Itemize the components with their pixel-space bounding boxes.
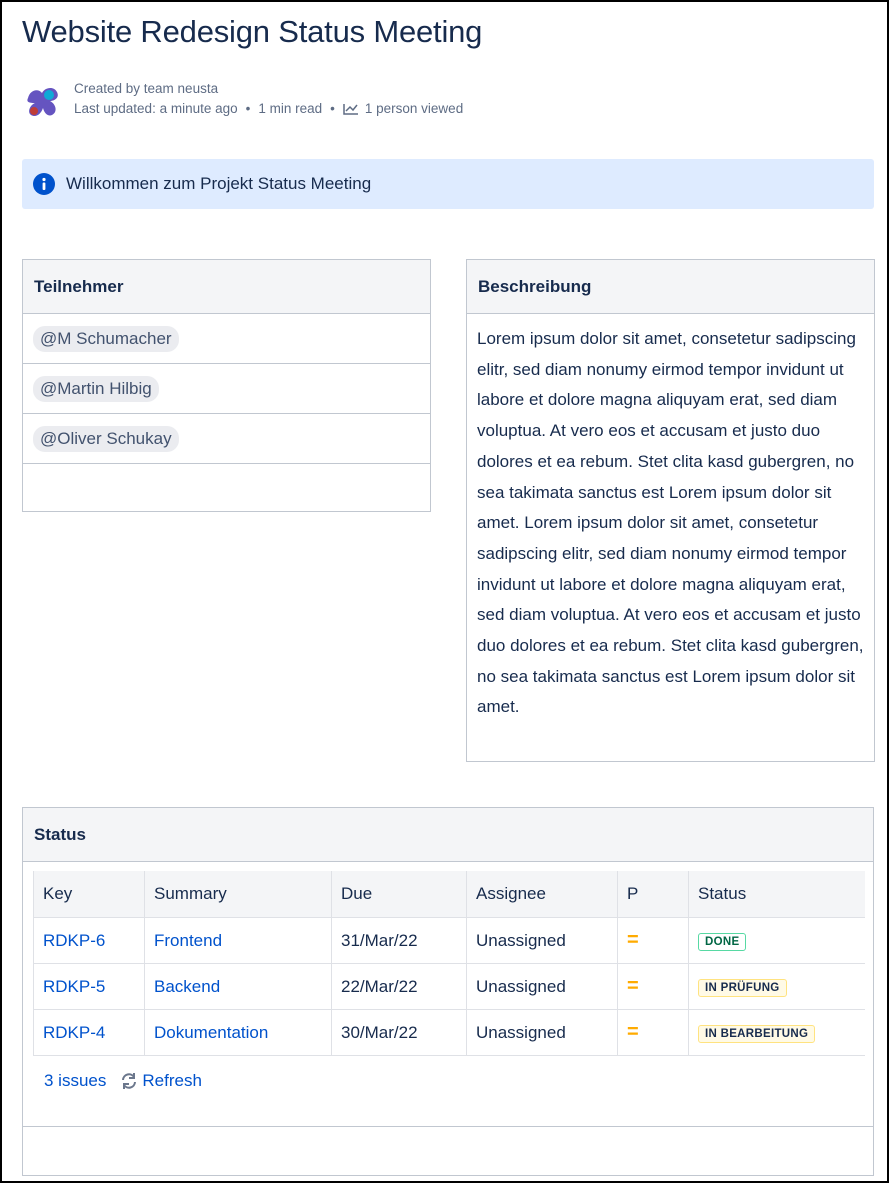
info-icon [33, 173, 55, 195]
table-row [23, 414, 430, 464]
column-header-due[interactable]: Due [332, 871, 467, 918]
column-header-assignee[interactable]: Assignee [467, 871, 618, 918]
info-text: Willkommen zum Projekt Status Meeting [66, 174, 372, 193]
issue-assignee: Unassigned [467, 1010, 618, 1056]
issue-due: 31/Mar/22 [332, 918, 467, 964]
user-mention[interactable]: @Oliver Schukay [33, 426, 179, 452]
priority-medium-icon: = [627, 975, 639, 997]
views-count[interactable]: 1 person viewed [364, 101, 464, 116]
description-header: Beschreibung [467, 260, 874, 314]
refresh-label: Refresh [142, 1071, 202, 1090]
read-time: 1 min read [258, 101, 323, 116]
table-footer [44, 1071, 202, 1091]
participants-table [22, 259, 431, 512]
participants-header: Teilnehmer [23, 260, 430, 314]
separator-dot: • [330, 101, 335, 116]
status-header: Status [23, 808, 873, 862]
issue-summary-link[interactable]: Backend [154, 976, 221, 996]
column-header-key[interactable]: Key [34, 871, 145, 918]
issue-key-link[interactable]: RDKP-5 [43, 976, 106, 996]
jira-issues-table [33, 871, 865, 1056]
info-panel [22, 159, 874, 209]
issue-assignee: Unassigned [467, 964, 618, 1010]
table-row [23, 364, 430, 414]
issue-count-link[interactable]: 3 issues [44, 1071, 107, 1090]
issue-key-link[interactable]: RDKP-6 [43, 930, 106, 950]
column-header-summary[interactable]: Summary [145, 871, 332, 918]
issue-assignee: Unassigned [467, 918, 618, 964]
column-header-status[interactable]: Status [689, 871, 866, 918]
last-updated[interactable]: Last updated: a minute ago [74, 101, 238, 116]
status-badge: IN PRÜFUNG [698, 979, 787, 997]
page-title: Website Redesign Status Meeting [22, 14, 483, 49]
description-text: Lorem ipsum dolor sit amet, consetetur sadipscing elitr, sed diam nonumy eirmod tempor invidunt ut labore et dolore magna aliquyam erat, sed diam voluptua. At vero eos et accusam et justo duo dolores et ea rebum. Stet clita kasd gubergren, no sea takimata sanctus est Lorem ipsum dolor sit amet. Lorem ipsum dolor sit amet, consetetur sadipscing elitr, sed diam nonumy eirmod tempor invidunt ut labore et dolore magna aliquyam erat, sed diam voluptua. At vero eos et accusam et justo duo dolores et ea rebum. Stet clita kasd gubergren, no sea takimata sanctus est Lorem ipsum dolor sit amet. [477, 329, 864, 717]
refresh-button[interactable] [120, 1071, 202, 1091]
avatar[interactable] [24, 84, 62, 120]
status-badge: DONE [698, 933, 746, 951]
refresh-icon [120, 1072, 138, 1090]
issue-due: 22/Mar/22 [332, 964, 467, 1010]
issue-summary-link[interactable]: Frontend [154, 930, 223, 950]
table-row [34, 964, 866, 1010]
table-row [34, 1010, 866, 1056]
status-badge: IN BEARBEITUNG [698, 1025, 815, 1043]
user-mention[interactable]: @Martin Hilbig [33, 376, 159, 402]
status-empty-row [23, 1126, 873, 1127]
issue-due: 30/Mar/22 [332, 1010, 467, 1056]
user-mention[interactable]: @M Schumacher [33, 326, 179, 352]
table-row [34, 918, 866, 964]
column-header-priority[interactable]: P [618, 871, 689, 918]
table-row [23, 314, 430, 364]
status-section [22, 807, 874, 1176]
description-table [466, 259, 875, 762]
priority-medium-icon: = [627, 929, 639, 951]
table-row-empty [23, 464, 430, 513]
issue-key-link[interactable]: RDKP-4 [43, 1022, 106, 1042]
analytics-icon [343, 103, 359, 115]
priority-medium-icon: = [627, 1021, 639, 1043]
separator-dot: • [245, 101, 251, 116]
issue-summary-link[interactable]: Dokumentation [154, 1022, 269, 1042]
created-by: Created by team neusta [74, 81, 219, 96]
